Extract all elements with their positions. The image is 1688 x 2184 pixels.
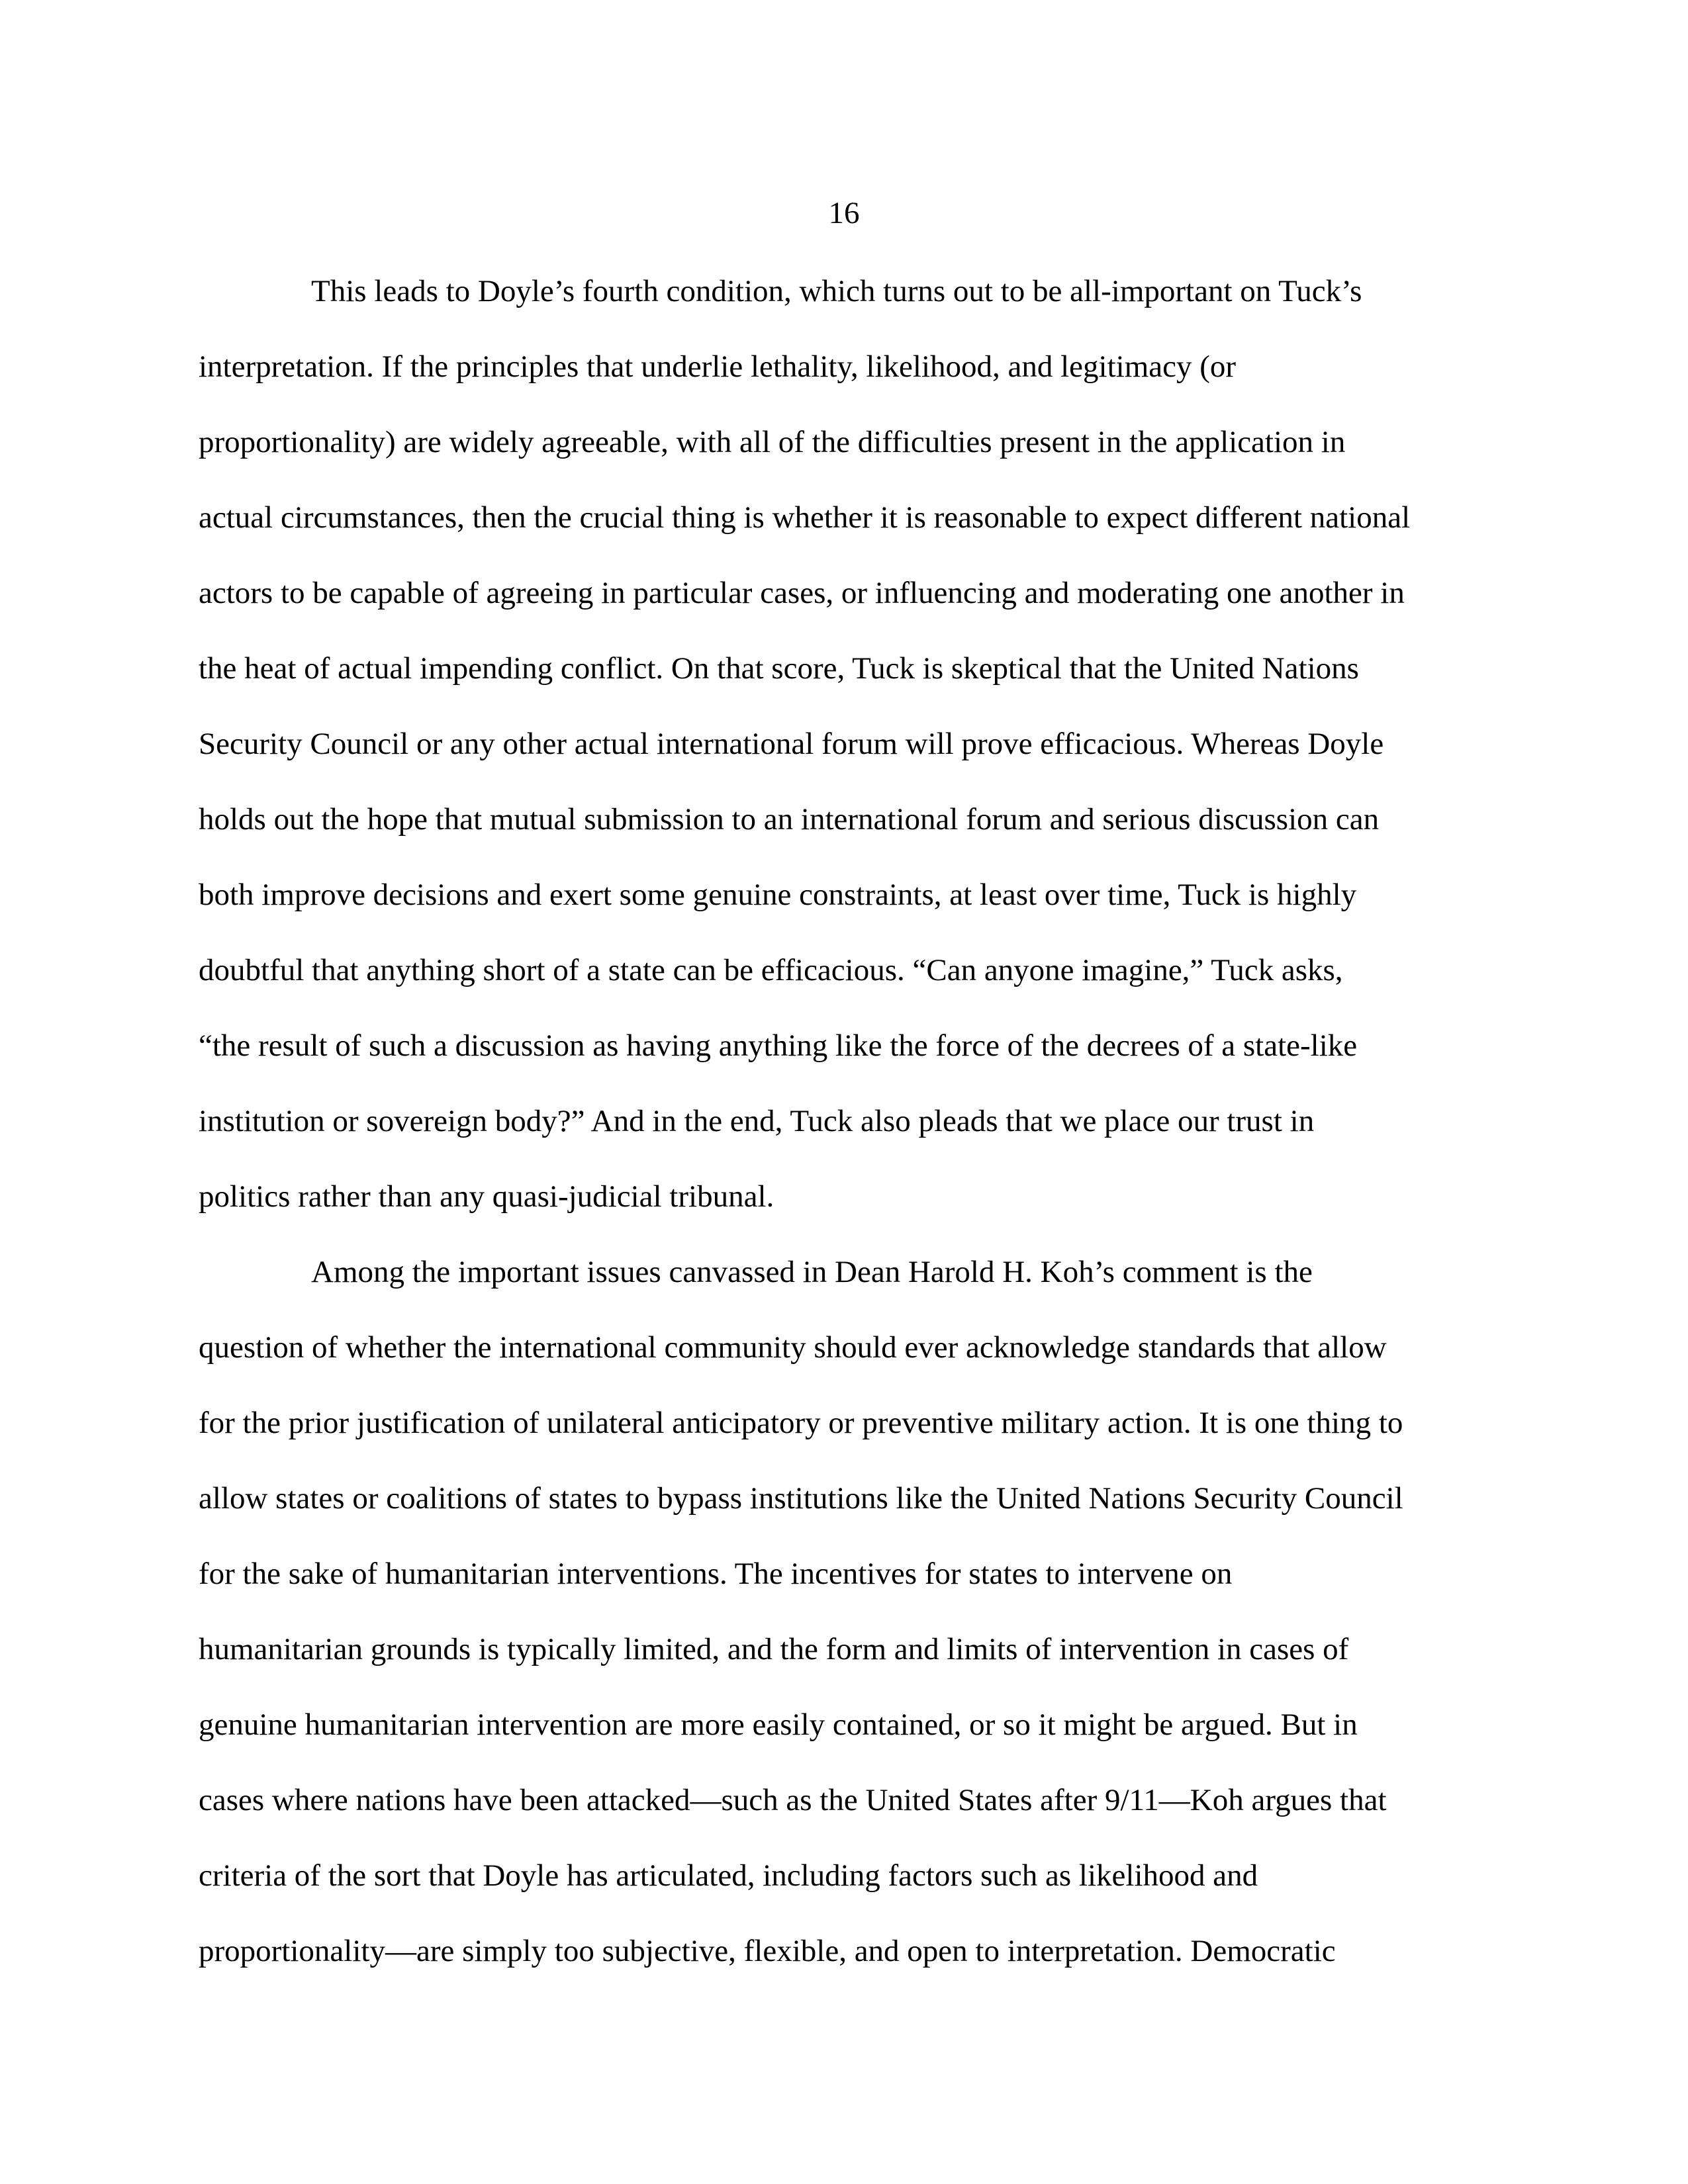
paragraph-1-line-9: both improve decisions and exert some genuine constraints, at least over time, Tuck is highly [199,878,1357,912]
paragraph-2-line-1: Among the important issues canvassed in Dean Harold H. Koh’s comment is the [311,1255,1313,1289]
paragraph-1-line-10: doubtful that anything short of a state can be efficacious. “Can anyone imagine,” Tuck asks, [199,953,1343,987]
paragraph-2-line-8: cases where nations have been attacked—such as the United States after 9/11—Koh argues that [199,1783,1387,1817]
paragraph-2-line-4: allow states or coalitions of states to bypass institutions like the United Nations Security Council [199,1481,1403,1516]
paragraph-2-line-7: genuine humanitarian intervention are more easily contained, or so it might be argued. But in [199,1707,1358,1742]
paragraph-2-line-2: question of whether the international community should ever acknowledge standards that allow [199,1330,1387,1365]
paragraph-1-line-1: This leads to Doyle’s fourth condition, which turns out to be all-important on Tuck’s [311,274,1362,308]
paragraph-1-line-3: proportionality) are widely agreeable, with all of the difficulties present in the application in [199,425,1346,459]
paragraph-2-line-6: humanitarian grounds is typically limited, and the form and limits of intervention in cases of [199,1632,1349,1666]
paragraph-1-line-2: interpretation. If the principles that underlie lethality, likelihood, and legitimacy (or [199,349,1237,384]
paragraph-2-line-3: for the prior justification of unilateral anticipatory or preventive military action. It is one thing to [199,1406,1403,1440]
paragraph-1-line-12: institution or sovereign body?” And in the end, Tuck also pleads that we place our trust in [199,1104,1315,1138]
paragraph-2-line-5: for the sake of humanitarian interventions. The incentives for states to intervene on [199,1557,1233,1591]
paragraph-1-line-13: politics rather than any quasi-judicial tribunal. [199,1179,774,1214]
paragraph-1-line-6: the heat of actual impending conflict. On that score, Tuck is skeptical that the United Nations [199,651,1359,686]
paragraph-1-line-7: Security Council or any other actual international forum will prove efficacious. Whereas Doyle [199,727,1384,761]
paragraph-1-line-4: actual circumstances, then the crucial thing is whether it is reasonable to expect different national [199,500,1411,535]
paragraph-2-line-9: criteria of the sort that Doyle has articulated, including factors such as likelihood and [199,1858,1258,1893]
paragraph-2-line-10: proportionality—are simply too subjective, flexible, and open to interpretation. Democratic [199,1934,1336,1968]
page-number: 16 [828,196,860,230]
paragraph-1-line-8: holds out the hope that mutual submission to an international forum and serious discussion can [199,802,1380,837]
paragraph-1-line-5: actors to be capable of agreeing in particular cases, or influencing and moderating one another in [199,576,1405,610]
paragraph-1-line-11: “the result of such a discussion as having anything like the force of the decrees of a state-like [199,1028,1358,1063]
